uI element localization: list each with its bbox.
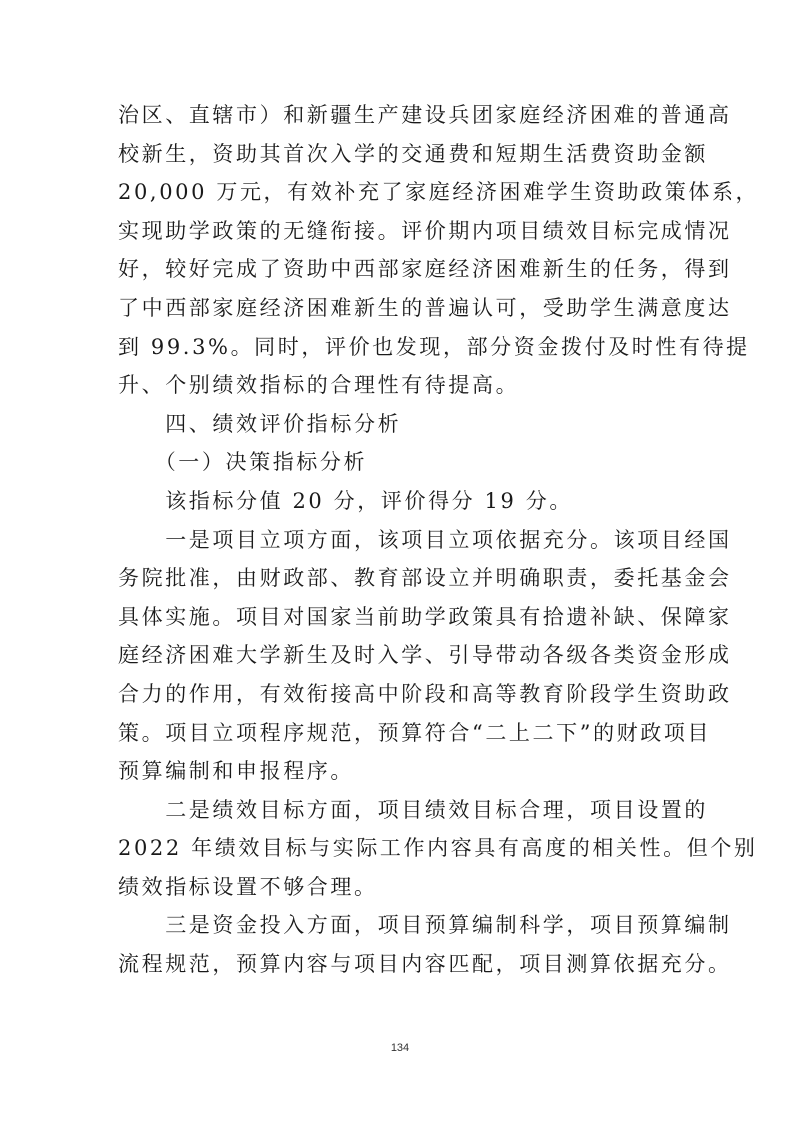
- paragraph-line: 2022 年绩效目标与实际工作内容具有高度的相关性。但个别: [118, 836, 758, 861]
- paragraph-line: 升、个别绩效指标的合理性有待提高。: [118, 373, 520, 398]
- paragraph-line: 绩效指标设置不够合理。: [118, 874, 378, 899]
- paragraph-line: 务院批准，由财政部、教育部设立并明确职责，委托基金会: [118, 566, 732, 591]
- paragraph-line: 校新生，资助其首次入学的交通费和短期生活费资助金额: [118, 141, 708, 166]
- paragraph-line: 策。项目立项程序规范，预算符合“二上二下”的财政项目: [118, 720, 712, 745]
- paragraph-line: 三是资金投入方面，项目预算编制科学，项目预算编制: [118, 913, 732, 938]
- paragraph-line: 合力的作用，有效衔接高中阶段和高等教育阶段学生资助政: [118, 681, 732, 706]
- page-number: 134: [390, 1042, 410, 1054]
- paragraph-line: 该指标分值 20 分，评价得分 19 分。: [118, 488, 573, 513]
- subsection-heading: （一）决策指标分析: [118, 450, 368, 475]
- paragraph-line: 到 99.3%。同时，评价也发现，部分资金拨付及时性有待提: [118, 334, 750, 359]
- paragraph-line: 庭经济困难大学新生及时入学、引导带动各级各类资金形成: [118, 643, 732, 668]
- paragraph-line: 好，较好完成了资助中西部家庭经济困难新生的任务，得到: [118, 257, 732, 282]
- paragraph-line: 20,000 万元，有效补充了家庭经济困难学生资助政策体系，: [118, 180, 760, 205]
- paragraph-line: 一是项目立项方面，该项目立项依据充分。该项目经国: [118, 527, 732, 552]
- paragraph-line: 二是绩效目标方面，项目绩效目标合理，项目设置的: [118, 797, 708, 822]
- paragraph-line: 流程规范，预算内容与项目内容匹配，项目测算依据充分。: [118, 952, 732, 977]
- paragraph-line: 预算编制和申报程序。: [118, 759, 354, 784]
- paragraph-line: 具体实施。项目对国家当前助学政策具有拾遗补缺、保障家: [118, 604, 732, 629]
- section-heading: 四、绩效评价指标分析: [118, 411, 402, 436]
- body-text: [118, 96, 760, 984]
- paragraph-line: 治区、直辖市）和新疆生产建设兵团家庭经济困难的普通高: [118, 103, 732, 127]
- paragraph-line: 实现助学政策的无缝衔接。评价期内项目绩效目标完成情况: [118, 218, 732, 243]
- paragraph-line: 了中西部家庭经济困难新生的普遍认可，受助学生满意度达: [118, 295, 732, 320]
